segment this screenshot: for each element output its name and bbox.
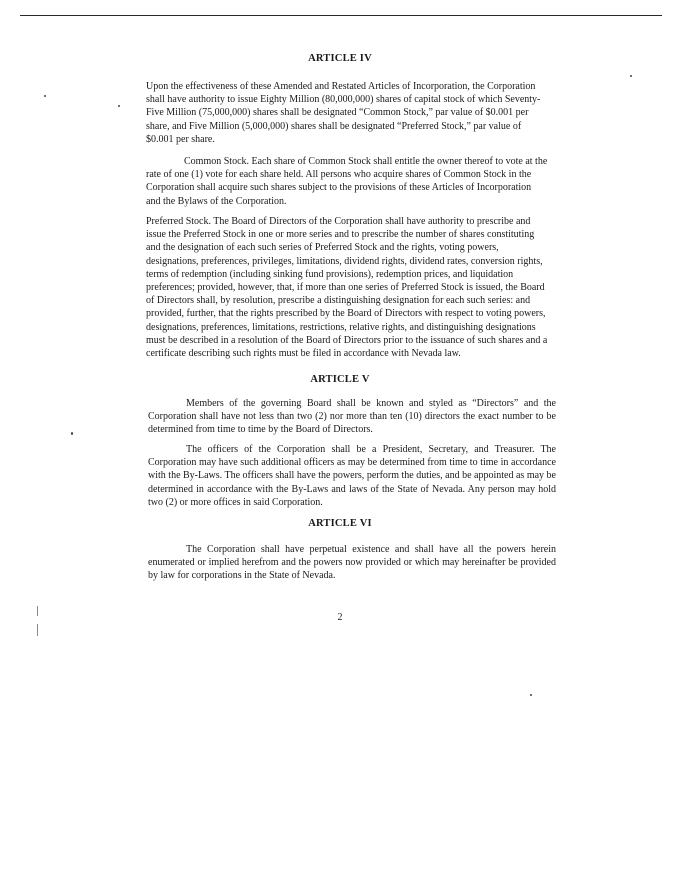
article-iv-paragraph-common-stock: Common Stock. Each share of Common Stock shall entitle the owner thereof to vote at the rate of one (1) vote for each share held. All persons who acquire shares of Common Stock in the Corporation shall acquire such shares subject to the provisions of these Articles of Incorporation and the Bylaws of the Corporation. bbox=[146, 156, 548, 207]
article-vi-heading: ARTICLE VI bbox=[308, 518, 372, 529]
scan-speck bbox=[118, 105, 120, 107]
article-iv-paragraph-authorized-shares: Upon the effectiveness of these Amended and Restated Articles of Incorporation, the Corporation shall have authority to issue Eighty Million (80,000,000) shares of capital stock of which Seventy-Five Million (75,000,000) shares shall be designated “Common Stock,” par value of $0.001 per share, and Five Million (5,000,000) shares shall be designated “Preferred Stock,” par value of $0.001 per share. bbox=[146, 81, 541, 145]
article-v-paragraph-directors: Members of the governing Board shall be known and styled as “Directors” and the Corporation shall have not less than two (2) nor more than ten (10) directors the exact number to be determined from time to time by the Board of Directors. bbox=[148, 398, 556, 436]
article-v-paragraph-officers: The officers of the Corporation shall be a President, Secretary, and Treasurer. The Corporation may have such additional officers as may be determined from time to time in accordance with the By-Laws. The officers shall have the powers, perform the duties, and be appointed as may be determined in accordance with the By-Laws and laws of the State of Nevada. Any person may hold two (2) or more offices in said Corporation. bbox=[148, 444, 556, 508]
scan-speck bbox=[71, 432, 73, 435]
scan-speck bbox=[44, 95, 46, 97]
scan-speck bbox=[630, 75, 632, 77]
scan-speck bbox=[530, 694, 532, 696]
article-v-heading: ARTICLE V bbox=[310, 374, 370, 385]
page-top-rule bbox=[20, 15, 662, 16]
article-iv-paragraph-preferred-stock: Preferred Stock. The Board of Directors of the Corporation shall have authority to prescribe and issue the Preferred Stock in one or more series and to prescribe the number of shares constituting and the designation of each such series of Preferred Stock and the rights, voting powers, designations, preferences, privileges, limitations, dividend rights, dividend rates, conversion rights, terms of redemption (including sinking fund provisions), redemption prices, and liquidation preferences; provided, however, that, if more than one series of Preferred Stock is issued, the Board of Directors shall, by resolution, prescribe a distinguishing designation for each such series: and provided, further, that the rights prescribed by the Board of Directors with respect to voting powers, designations, preferences, limitations, restrictions, relative rights, and distinguishing designations must be described in a resolution of the Board of Directors prior to the issuance of such shares and a certificate describing such rights must be filed in accordance with Nevada law. bbox=[146, 216, 548, 360]
article-iv-heading: ARTICLE IV bbox=[308, 53, 372, 64]
scan-margin-mark bbox=[37, 606, 38, 616]
page-number: 2 bbox=[337, 612, 343, 623]
scan-margin-mark bbox=[37, 624, 38, 636]
article-vi-paragraph-existence: The Corporation shall have perpetual existence and shall have all the powers herein enumerated or implied herefrom and the powers now provided or which may hereinafter be provided by law for corporations in the State of Nevada. bbox=[148, 544, 556, 582]
